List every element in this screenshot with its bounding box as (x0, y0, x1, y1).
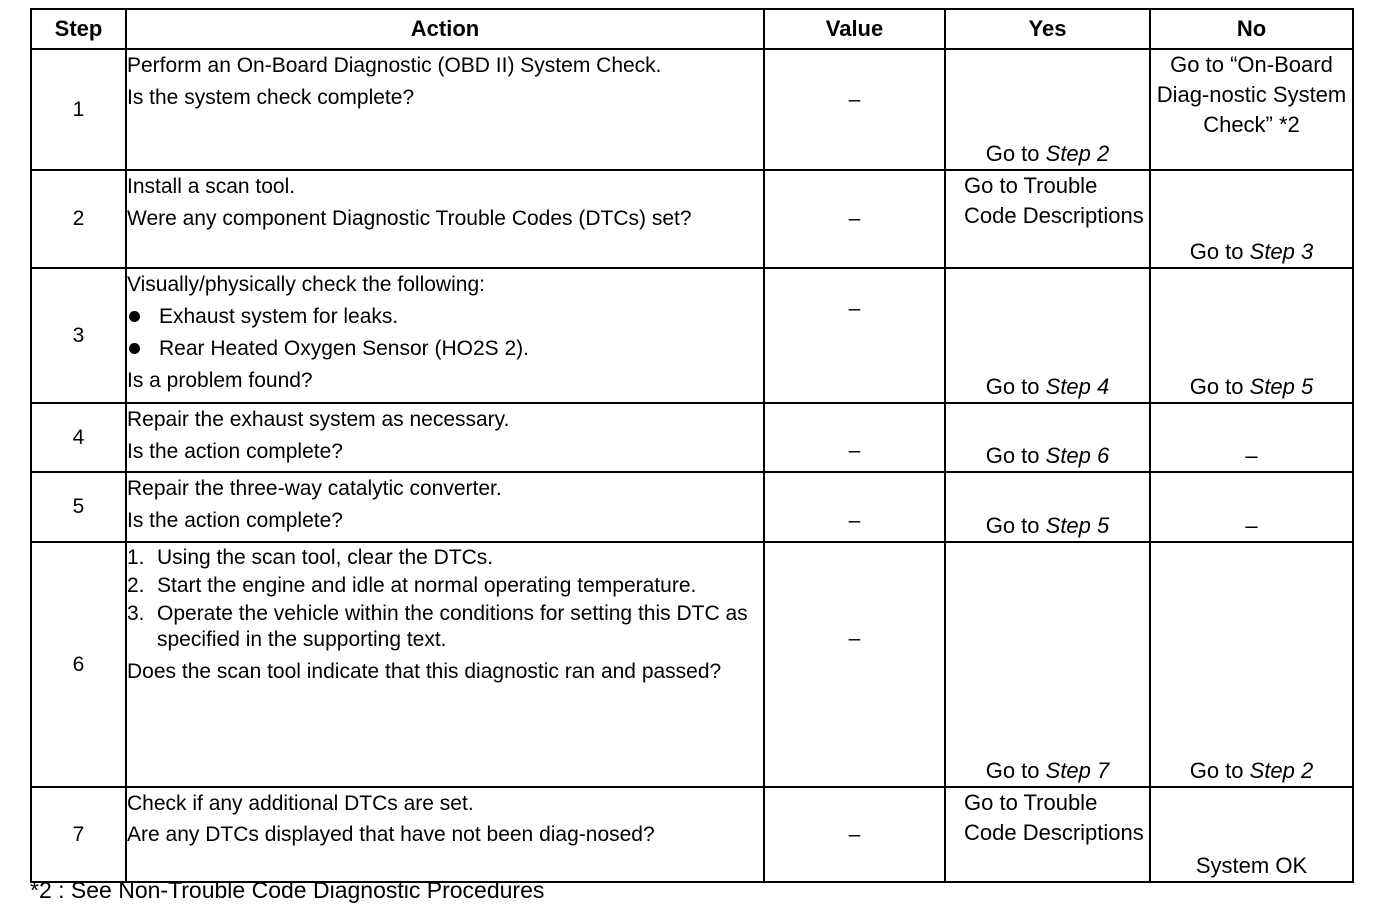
bullet-icon (129, 311, 140, 322)
go-to-text: Go to (985, 443, 1040, 468)
step-number: 7 (31, 787, 126, 882)
action-text: Repair the three-way catalytic converter. (127, 477, 502, 500)
go-to-text: Go to (1189, 239, 1244, 264)
action-cell (126, 403, 764, 472)
no-step-ref: 2 (1301, 758, 1314, 783)
action-question: Is the action complete? (127, 509, 343, 532)
yes-step-ref: 5 (1097, 513, 1110, 538)
numbered-item: 2. Start the engine and idle at normal operating temperature. (127, 574, 697, 597)
table-row (31, 472, 1353, 542)
action-question: Are any DTCs displayed that have not been diag-nosed? (127, 823, 655, 846)
no-cell: System OK (1150, 787, 1353, 882)
header-step: Step (31, 9, 126, 49)
action-question: Does the scan tool indicate that this diagnostic ran and passed? (127, 660, 722, 683)
no-step-ref: 3 (1301, 239, 1314, 264)
step-word: Step (1045, 513, 1091, 538)
step-number: 2 (31, 170, 126, 268)
action-cell (126, 268, 764, 403)
yes-cell (945, 49, 1150, 170)
value-cell: – (764, 542, 945, 787)
action-cell (126, 542, 764, 787)
no-cell (1150, 542, 1353, 787)
numbered-item: 1. Using the scan tool, clear the DTCs. (127, 546, 494, 569)
value-cell: – (764, 787, 945, 882)
header-action: Action (126, 9, 764, 49)
no-cell: Go to “On-Board Diag-nostic System Check” *2 (1150, 49, 1353, 170)
bullet-icon (129, 343, 140, 354)
step-word: Step (1249, 374, 1295, 399)
go-to-text: Go to (985, 758, 1040, 783)
yes-cell (945, 542, 1150, 787)
no-cell (1150, 170, 1353, 268)
no-cell: – (1150, 472, 1353, 542)
action-question: Is the action complete? (127, 440, 343, 463)
action-question: Is a problem found? (127, 369, 313, 392)
numbered-item: 3. Operate the vehicle within the conditions for setting this DTC as specified in the supporting text. (127, 602, 748, 651)
yes-step-ref: 6 (1097, 443, 1110, 468)
value-cell: – (764, 472, 945, 542)
step-number: 5 (31, 472, 126, 542)
step-number: 1 (31, 49, 126, 170)
step-word: Step (1045, 141, 1091, 166)
step-word: Step (1249, 758, 1295, 783)
action-text: Repair the exhaust system as necessary. (127, 408, 510, 431)
yes-cell (945, 403, 1150, 472)
action-cell (126, 472, 764, 542)
value-cell: – (764, 268, 945, 403)
go-to-text: Go to (1189, 374, 1244, 399)
go-to-text: Go to (985, 374, 1040, 399)
yes-cell (945, 472, 1150, 542)
action-question: Were any component Diagnostic Trouble Codes (DTCs) set? (127, 207, 692, 230)
yes-cell: Go to Trouble Code Descriptions (945, 170, 1150, 268)
bullet-item: Rear Heated Oxygen Sensor (HO2S 2). (127, 335, 763, 363)
step-word: Step (1045, 374, 1091, 399)
yes-cell (945, 268, 1150, 403)
action-text: Check if any additional DTCs are set. (127, 792, 474, 815)
yes-cell: Go to Trouble Code Descriptions (945, 787, 1150, 882)
bullet-item: Exhaust system for leaks. (127, 303, 763, 331)
yes-step-ref: 7 (1097, 758, 1110, 783)
table-row (31, 787, 1353, 882)
table-row (31, 170, 1353, 268)
table-header-row (31, 9, 1353, 49)
go-to-text: Go to (985, 141, 1040, 166)
table-row (31, 268, 1353, 403)
step-word: Step (1249, 239, 1295, 264)
step-word: Step (1045, 443, 1091, 468)
step-number: 6 (31, 542, 126, 787)
step-number: 4 (31, 403, 126, 472)
step-word: Step (1045, 758, 1091, 783)
action-question: Is the system check complete? (127, 86, 415, 109)
value-cell: – (764, 49, 945, 170)
header-value: Value (764, 9, 945, 49)
value-cell: – (764, 403, 945, 472)
value-cell: – (764, 170, 945, 268)
table-row (31, 49, 1353, 170)
action-text: Perform an On-Board Diagnostic (OBD II) System Check. (127, 54, 662, 77)
table-row (31, 403, 1353, 472)
go-to-text: Go to (985, 513, 1040, 538)
step-number: 3 (31, 268, 126, 403)
header-no: No (1150, 9, 1353, 49)
yes-step-ref: 4 (1097, 374, 1110, 399)
action-cell (126, 787, 764, 882)
diagnostic-table (30, 8, 1354, 883)
go-to-text: Go to (1189, 758, 1244, 783)
action-text: Visually/physically check the following: (127, 273, 485, 296)
no-cell (1150, 268, 1353, 403)
no-step-ref: 5 (1301, 374, 1314, 399)
action-text: Install a scan tool. (127, 175, 296, 198)
header-yes: Yes (945, 9, 1150, 49)
table-row (31, 542, 1353, 787)
yes-step-ref: 2 (1097, 141, 1110, 166)
footnote: *2 : See Non-Trouble Code Diagnostic Procedures (30, 877, 545, 903)
action-cell (126, 170, 764, 268)
no-cell: – (1150, 403, 1353, 472)
action-cell (126, 49, 764, 170)
